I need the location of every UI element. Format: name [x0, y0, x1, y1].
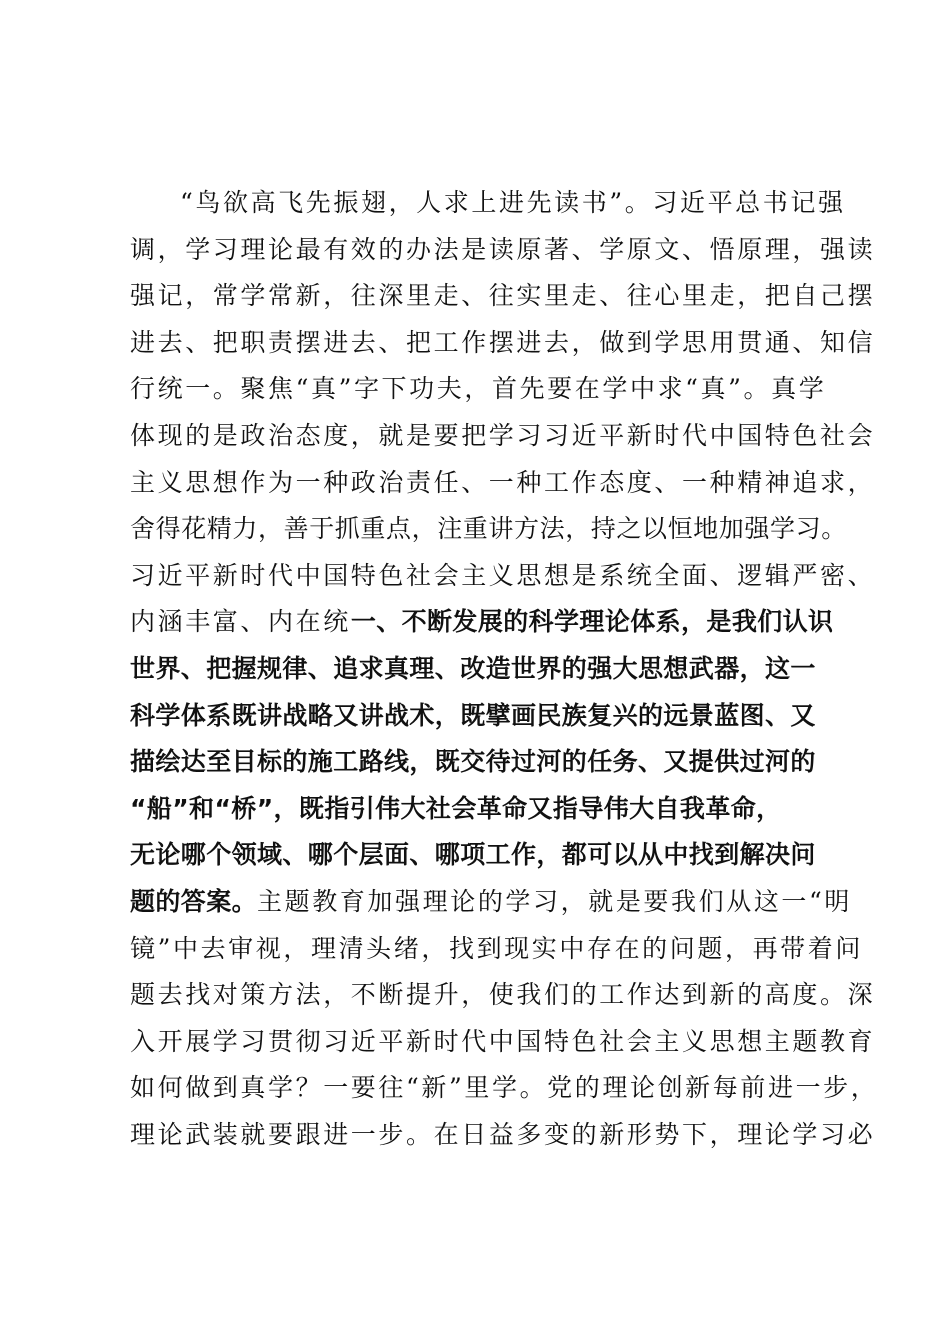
body-paragraph: [130, 180, 879, 1158]
text-line: [130, 879, 850, 926]
text-line-bold: 描绘达至目标的施工路线，既交待过河的任务、又提供过河的: [130, 747, 816, 777]
text-line-bold: 无论哪个领域、哪个层面、哪项工作，都可以从中找到解决问: [130, 840, 816, 870]
text-segment-regular: 内涵丰富、内在统: [130, 607, 351, 637]
text-line: 习近平新时代中国特色社会主义思想是系统全面、逻辑严密、: [130, 560, 876, 590]
text-line: 舍得花精力，善于抓重点，注重讲方法，持之以恒地加强学习。: [130, 514, 847, 544]
text-line-bold: 世界、把握规律、追求真理、改造世界的强大思想武器，这一: [130, 653, 816, 683]
text-line-bold: 科学体系既讲战略又讲战术，既擘画民族复兴的远景蓝图、又: [130, 700, 816, 730]
text-line: 入开展学习贯彻习近平新时代中国特色社会主义思想主题教育: [130, 1026, 876, 1056]
text-line: 题去找对策方法，不断提升，使我们的工作达到新的高度。深: [130, 980, 876, 1010]
text-line: 体现的是政治态度，就是要把学习习近平新时代中国特色社会: [130, 420, 876, 450]
text-line: 进去、把职责摆进去、把工作摆进去，做到学思用贯通、知信: [130, 327, 876, 357]
text-line: 主义思想作为一种政治责任、一种工作态度、一种精神追求，: [130, 467, 876, 497]
text-line: 镜”中去审视，理清头绪，找到现实中存在的问题，再带着问: [130, 933, 863, 963]
text-line-bold: “船”和“桥”，既指引伟大社会革命又指导伟大自我革命，: [130, 793, 782, 823]
text-line: 强记，常学常新，往深里走、往实里走、往心里走，把自己摆: [130, 281, 876, 311]
text-line: [130, 599, 850, 646]
text-line: “鸟欲高飞先振翅，人求上进先读书”。习近平总书记强: [180, 188, 846, 217]
text-line: 行统一。聚焦“真”字下功夫，首先要在学中求“真”。真学: [130, 374, 827, 404]
text-line: 如何做到真学？一要往“新”里学。党的理论创新每前进一步，: [130, 1073, 879, 1103]
text-line: 调，学习理论最有效的办法是读原著、学原文、悟原理，强读: [130, 234, 876, 264]
text-segment-regular: 主题教育加强理论的学习，就是要我们从这一“明: [257, 886, 852, 916]
text-segment-bold: 题的答案。: [130, 886, 258, 916]
text-segment-bold: 一、不断发展的科学理论体系，是我们认识: [350, 607, 834, 637]
text-line: 理论武装就要跟进一步。在日益多变的新形势下，理论学习必: [130, 1119, 876, 1149]
